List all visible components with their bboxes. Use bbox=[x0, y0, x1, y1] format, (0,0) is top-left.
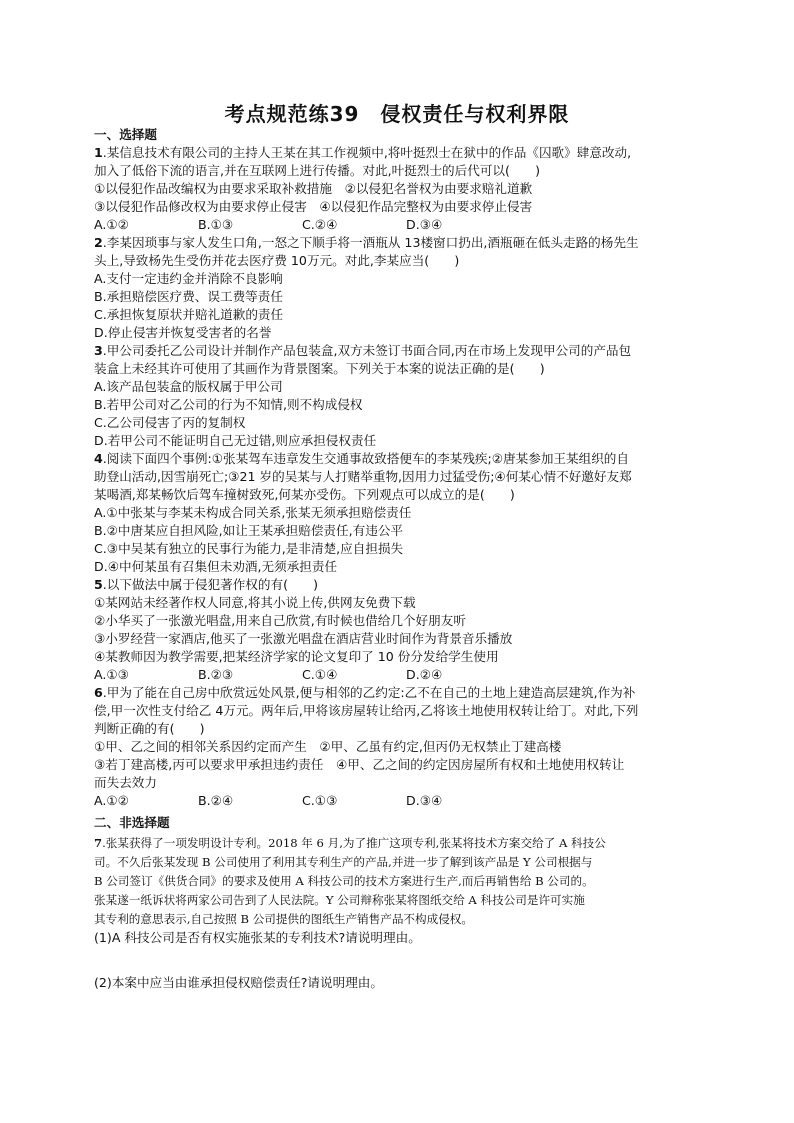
option-a: A.①② bbox=[94, 793, 129, 808]
question-3-line-1: 3.甲公司委托乙公司设计并制作产品包装盒,双方未签订书面合同,丙在市场上发现甲公司的产品包 bbox=[94, 343, 632, 358]
option-b: B.①③ bbox=[198, 217, 234, 232]
option-b: B.②④ bbox=[198, 793, 234, 808]
question-number: 5 bbox=[94, 577, 103, 592]
option-b: B.②中唐某应自担风险,如让王某承担赔偿责任,有违公平 bbox=[94, 523, 404, 538]
question-1-line-2: 加入了低俗下流的语言,并在互联网上进行传播。对此,叶挺烈士的后代可以( ) bbox=[94, 163, 541, 178]
option-a: A.该产品包装盒的版权属于甲公司 bbox=[94, 379, 283, 394]
option-a: A.支付一定违约金并消除不良影响 bbox=[94, 271, 283, 286]
question-4-line-2: 助登山活动,因雪崩死亡;③21 岁的吴某与人打赌举重物,因用力过猛受伤;④何某心情不好邀好友郑 bbox=[94, 469, 632, 484]
question-number: 4 bbox=[94, 451, 103, 466]
question-6-line-1: 6.甲为了能在自己房中欣赏远处风景,便与相邻的乙约定:乙不在自己的土地上建造高层建筑,作为补 bbox=[94, 685, 636, 700]
option-b: B.②③ bbox=[198, 667, 234, 682]
question-number: 6 bbox=[94, 685, 103, 700]
question-5-statement: ①某网站未经著作权人同意,将其小说上传,供网友免费下载 bbox=[94, 595, 416, 610]
option-c: C.①④ bbox=[302, 667, 338, 682]
question-1-statement: ③以侵犯作品修改权为由要求停止侵害 ④以侵犯作品完整权为由要求停止侵害 bbox=[94, 199, 533, 214]
option-c: C.乙公司侵害了丙的复制权 bbox=[94, 415, 246, 430]
question-6-line-2: 偿,甲一次性支付给乙 4万元。两年后,甲将该房屋转让给丙,乙将该土地使用权转让给丁。对此,下列 bbox=[94, 703, 639, 718]
question-5-line-1: 5.以下做法中属于侵犯著作权的有( ) bbox=[94, 577, 319, 592]
option-c: C.承担恢复原状并赔礼道歉的责任 bbox=[94, 307, 284, 322]
page-title: 考点规范练39 侵权责任与权利界限 bbox=[224, 102, 570, 126]
question-2-line-2: 头上,导致杨先生受伤并花去医疗费 10万元。对此,李某应当( ) bbox=[94, 253, 460, 268]
question-6-statement: 而失去效力 bbox=[94, 775, 157, 790]
question-7-passage-line: 其专利的意思表示,自己按照 B 公司提供的图纸生产销售产品不构成侵权。 bbox=[94, 912, 473, 926]
question-1-options bbox=[94, 216, 510, 234]
question-3-line-2: 装盒上未经其许可使用了其画作为背景图案。下列关于本案的说法正确的是( ) bbox=[94, 361, 545, 376]
option-d: D.④中何某虽有召集但未劝酒,无须承担责任 bbox=[94, 559, 338, 574]
question-number: 1 bbox=[94, 145, 103, 160]
option-c: C.③中吴某有独立的民事行为能力,是非清楚,应自担损失 bbox=[94, 541, 404, 556]
question-number: 7 bbox=[94, 836, 103, 850]
option-d: D.②④ bbox=[406, 667, 443, 682]
question-4-line-1: 4.阅读下面四个事例:①张某驾车违章发生交通事故致搭便车的李某残疾;②唐某参加王某组织的自 bbox=[94, 451, 629, 466]
option-d: D.停止侵害并恢复受害者的名誉 bbox=[94, 325, 272, 340]
option-c: C.①③ bbox=[302, 793, 338, 808]
question-5-options bbox=[94, 666, 510, 684]
question-7-passage-line: 司。不久后张某发现 B 公司使用了利用其专利生产的产品,并进一步了解到该产品是 Y 公司根据与 bbox=[94, 855, 593, 869]
question-number: 3 bbox=[94, 343, 103, 358]
question-7-passage-line: B 公司签订《供货合同》的要求及使用 A 科技公司的技术方案进行生产,而后再销售给 B 公司的。 bbox=[94, 874, 594, 888]
question-6-statement: ①甲、乙之间的相邻关系因约定而产生 ②甲、乙虽有约定,但丙仍无权禁止丁建高楼 bbox=[94, 739, 562, 754]
question-7-passage-line: 7.张某获得了一项发明设计专利。2018 年 6 月,为了推广这项专利,张某将技术方案交给了 A 科技公 bbox=[94, 836, 606, 850]
option-a: A.①② bbox=[94, 217, 129, 232]
section-heading-nonchoice: 二、非选择题 bbox=[94, 815, 170, 830]
question-6-line-3: 判断正确的有( ) bbox=[94, 721, 205, 736]
question-7-subquestion-1: (1)A 科技公司是否有权实施张某的专利技术?请说明理由。 bbox=[94, 930, 421, 945]
option-d: D.若甲公司不能证明自己无过错,则应承担侵权责任 bbox=[94, 433, 377, 448]
option-d: D.③④ bbox=[406, 793, 443, 808]
question-6-statement: ③若丁建高楼,丙可以要求甲承担违约责任 ④甲、乙之间的约定因房屋所有权和土地使用权转让 bbox=[94, 757, 625, 772]
question-5-statement: ③小罗经营一家酒店,他买了一张激光唱盘在酒店营业时间作为背景音乐播放 bbox=[94, 631, 513, 646]
question-6-options bbox=[94, 792, 510, 810]
option-a: A.①③ bbox=[94, 667, 129, 682]
option-d: D.③④ bbox=[406, 217, 443, 232]
question-1-line-1: 1.某信息技术有限公司的主持人王某在其工作视频中,将叶挺烈士在狱中的作品《囚歌》肆意改动, bbox=[94, 145, 632, 160]
question-4-line-3: 某喝酒,郑某畅饮后驾车撞树致死,何某亦受伤。下列观点可以成立的是( ) bbox=[94, 487, 515, 502]
question-2-line-1: 2.李某因琐事与家人发生口角,一怒之下顺手将一酒瓶从 13楼窗口扔出,酒瓶砸在低头走路的杨先生 bbox=[94, 235, 639, 250]
question-5-statement: ②小华买了一张激光唱盘,用来自己欣赏,有时候也借给几个好朋友听 bbox=[94, 613, 466, 628]
section-heading-choice: 一、选择题 bbox=[94, 127, 157, 142]
question-7-subquestion-2: (2)本案中应当由谁承担侵权赔偿责任?请说明理由。 bbox=[94, 975, 383, 990]
question-number: 2 bbox=[94, 235, 103, 250]
option-b: B.承担赔偿医疗费、误工费等责任 bbox=[94, 289, 283, 304]
option-b: B.若甲公司对乙公司的行为不知情,则不构成侵权 bbox=[94, 397, 363, 412]
question-5-statement: ④某教师因为教学需要,把某经济学家的论文复印了 10 份分发给学生使用 bbox=[94, 649, 499, 664]
option-a: A.①中张某与李某未构成合同关系,张某无须承担赔偿责任 bbox=[94, 505, 412, 520]
option-c: C.②④ bbox=[302, 217, 338, 232]
question-7-passage-line: 张某遂一纸诉状将两家公司告到了人民法院。Y 公司辩称张某将图纸交给 A 科技公司是许可实施 bbox=[94, 893, 585, 907]
question-1-statement: ①以侵犯作品改编权为由要求采取补救措施 ②以侵犯名誉权为由要求赔礼道歉 bbox=[94, 181, 533, 196]
